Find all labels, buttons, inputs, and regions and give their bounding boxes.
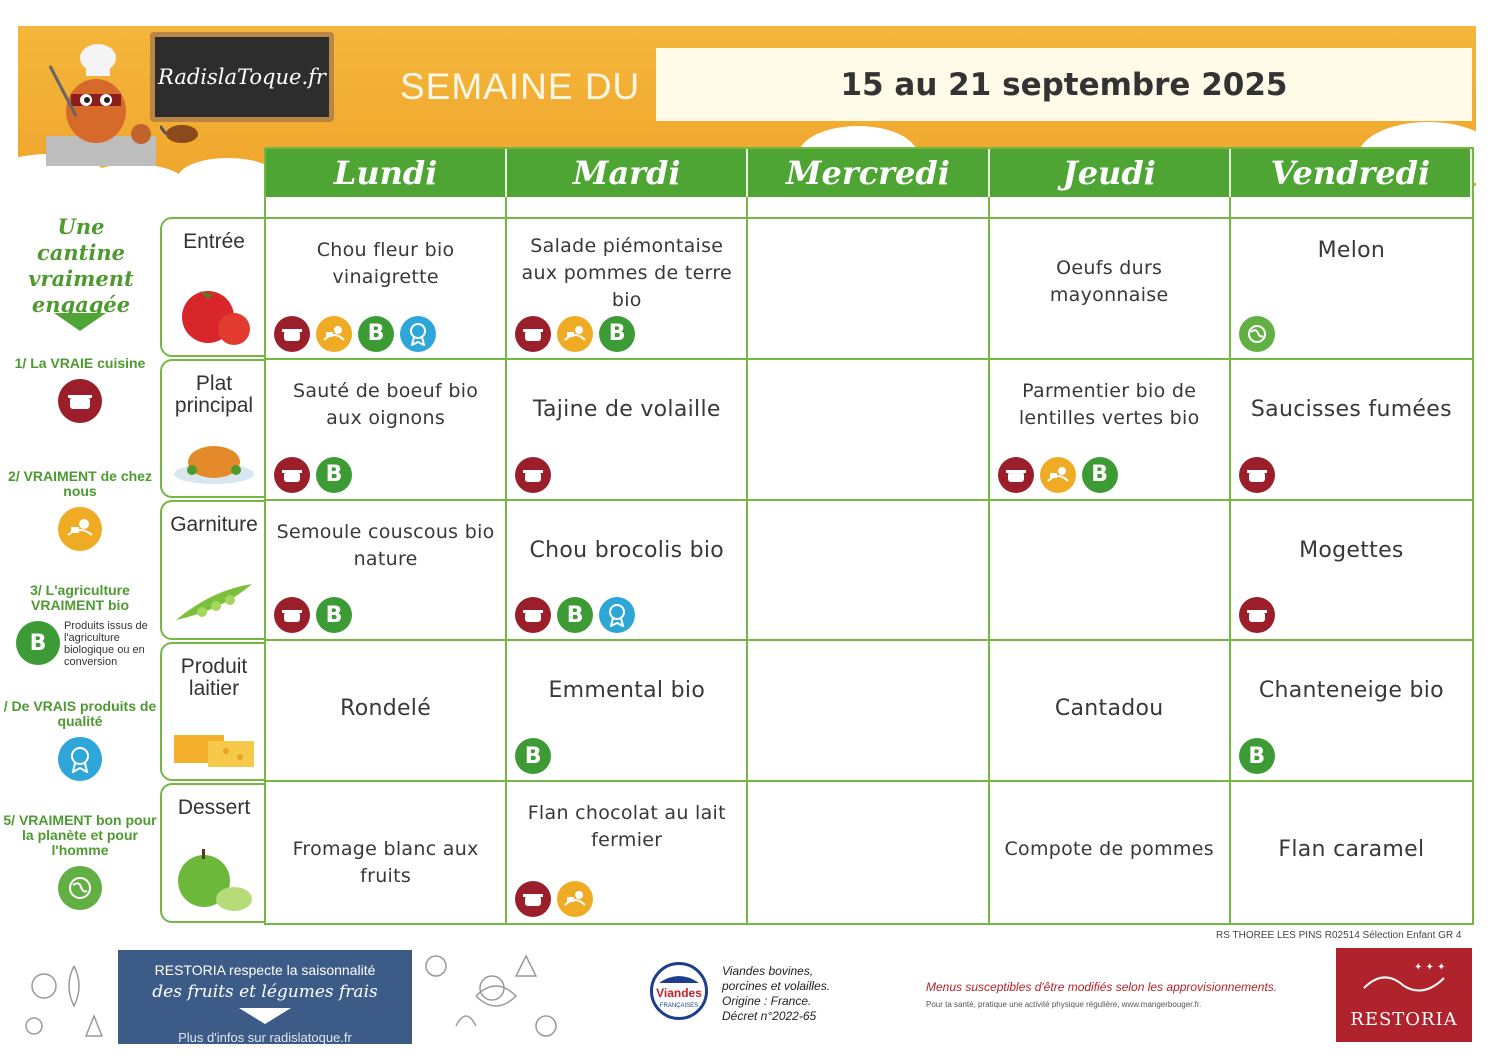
farm-icon — [1040, 457, 1076, 493]
dish-name: Oeufs durs mayonnaise — [1049, 257, 1169, 306]
label-icons — [515, 597, 635, 633]
site-logo-text: RadislaToque.fr — [158, 65, 326, 89]
engagement-label: 1/ La VRAIE cuisine — [14, 355, 146, 371]
bio-icon: B — [358, 316, 394, 352]
menu-cell — [990, 219, 1231, 360]
header-spacer — [748, 197, 989, 219]
menu-cell — [748, 641, 989, 782]
day-header-jeudi: Jeudi — [990, 149, 1231, 197]
dish-name: Emmental bio — [548, 678, 706, 704]
menu-cell — [990, 501, 1231, 642]
menu-cell — [266, 360, 507, 501]
menu-cell — [990, 641, 1231, 782]
label-icons — [1239, 316, 1275, 352]
week-dates-box — [656, 48, 1472, 121]
tomato-icon — [172, 277, 256, 347]
header-spacer — [507, 197, 748, 219]
quality-icon — [58, 737, 102, 781]
pot-icon — [58, 379, 102, 423]
menu-cell — [1231, 360, 1472, 501]
planet-icon — [58, 866, 102, 910]
menu-cell — [266, 501, 507, 642]
menu-cell — [990, 782, 1231, 923]
planet-icon — [1239, 316, 1275, 352]
engagement-column — [0, 200, 160, 920]
header-spacer — [990, 197, 1231, 219]
pot-icon — [515, 597, 551, 633]
menu-cell — [990, 360, 1231, 501]
day-header-mercredi: Mercredi — [748, 149, 989, 197]
manger-bouger-note: Pour ta santé, pratique une activité physique régulière, www.mangerbouger.fr. — [926, 1000, 1202, 1009]
svg-text:✦ ✦ ✦: ✦ ✦ ✦ — [1414, 962, 1446, 973]
menu-cell — [507, 360, 748, 501]
farm-icon — [316, 316, 352, 352]
restoria-logo — [1336, 948, 1472, 1042]
menu-cell — [266, 219, 507, 360]
course-label-text: Plat principal — [174, 371, 254, 417]
bio-note: Produits issus de l'agriculture biologique ou en conversion — [64, 620, 148, 668]
quality-icon — [400, 316, 436, 352]
label-icons — [1239, 597, 1275, 633]
viandes-origin-text — [722, 964, 830, 1024]
menu-cell — [1231, 641, 1472, 782]
chef-mascot-icon — [36, 36, 156, 176]
label-icons — [1239, 738, 1275, 774]
cheese-icon — [172, 701, 256, 771]
day-header-vendredi: Vendredi — [1231, 149, 1472, 197]
bio-icon: B — [316, 457, 352, 493]
menu-reference: RS THOREE LES PINS R02514 Sélection Enfant GR 4 — [1216, 930, 1462, 941]
dish-name: Chou fleur bio vinaigrette — [316, 239, 455, 288]
pot-icon — [998, 457, 1034, 493]
dish-name: Rondelé — [340, 696, 432, 722]
vf-logo-sub: FRANÇAISES — [659, 1003, 699, 1009]
bio-icon: B — [1239, 738, 1275, 774]
engagement-label: 3/ L'agriculture VRAIMENT bio — [30, 582, 130, 613]
vf-line: Origine : France. — [722, 994, 812, 1008]
pot-icon — [274, 457, 310, 493]
banner-line2: des fruits et légumes frais — [152, 982, 378, 1002]
menu-cell — [1231, 219, 1472, 360]
pot-icon — [1239, 457, 1275, 493]
menu-cell — [266, 782, 507, 923]
engagement-title: Une cantine vraiment engagée — [28, 214, 134, 317]
pot-icon — [274, 316, 310, 352]
dish-name: Tajine de volaille — [532, 396, 721, 422]
header-spacer — [1231, 197, 1472, 219]
course-label-text: Produit laitier — [180, 654, 248, 700]
restoria-logo-text: RESTORIA — [1350, 1009, 1458, 1030]
bio-icon: B — [557, 597, 593, 633]
bio-icon: B — [599, 316, 635, 352]
dish-name: Parmentier bio de lentilles vertes bio — [1018, 379, 1200, 429]
dish-name: Semoule couscous bio nature — [276, 520, 495, 570]
menu-cell — [507, 219, 748, 360]
dish-name: Flan caramel — [1278, 837, 1425, 863]
label-icons — [274, 597, 352, 633]
dish-name: Mogettes — [1299, 537, 1404, 563]
label-icons — [515, 457, 551, 493]
vf-logo-text: Viandes — [656, 986, 702, 1000]
dish-name: Chanteneige bio — [1258, 678, 1444, 704]
dish-name: Flan chocolat au lait fermier — [527, 802, 726, 852]
bio-letter: B — [29, 630, 47, 656]
menu-cell — [748, 501, 989, 642]
vf-line: Viandes bovines, — [722, 964, 814, 978]
course-label-plat — [160, 359, 266, 499]
apple-icon — [172, 843, 256, 913]
bio-icon — [16, 621, 60, 665]
down-arrow-icon — [54, 313, 106, 331]
course-labels — [160, 217, 266, 925]
engagement-item-cuisine — [0, 356, 160, 423]
quality-icon — [599, 597, 635, 633]
menu-cell — [507, 501, 748, 642]
down-arrow-icon — [239, 1008, 291, 1024]
week-label: SEMAINE DU — [400, 66, 641, 107]
day-header-lundi: Lundi — [266, 149, 507, 197]
vf-line: porcines et volailles. — [722, 979, 831, 993]
dish-name: Chou brocolis bio — [529, 537, 725, 563]
farm-icon — [557, 881, 593, 917]
pot-icon — [515, 881, 551, 917]
menu-cell — [507, 782, 748, 923]
dish-name: Cantadou — [1054, 696, 1164, 722]
pot-icon — [515, 316, 551, 352]
farm-icon — [557, 316, 593, 352]
menu-grid — [264, 147, 1474, 925]
day-header-mardi: Mardi — [507, 149, 748, 197]
pot-icon — [515, 457, 551, 493]
menu-cell — [1231, 501, 1472, 642]
course-label-text: Dessert — [177, 796, 251, 820]
engagement-label: 2/ VRAIMENT de chez nous — [8, 468, 152, 499]
engagement-item-quality — [0, 699, 160, 781]
dish-name: Fromage blanc aux fruits — [292, 838, 479, 888]
vegetable-doodles-icon — [416, 946, 562, 1046]
menus-note: Menus susceptibles d'être modifiés selon les approvisionnements. — [926, 980, 1278, 994]
peas-icon — [172, 560, 256, 630]
menu-cell — [507, 641, 748, 782]
bio-icon: B — [1082, 457, 1118, 493]
course-label-garniture — [160, 500, 266, 640]
dish-name: Melon — [1317, 238, 1386, 263]
label-icons — [515, 738, 551, 774]
label-icons — [515, 316, 635, 352]
pot-icon — [1239, 597, 1275, 633]
label-icons — [274, 316, 436, 352]
dish-name: Sauté de boeuf bio aux oignons — [292, 379, 479, 429]
dish-name: Saucisses fumées — [1250, 396, 1452, 422]
banner-link[interactable]: Plus d'infos sur radislatoque.fr — [178, 1030, 352, 1044]
menu-cell — [748, 219, 989, 360]
bio-icon: B — [316, 597, 352, 633]
engagement-item-planet — [0, 813, 160, 910]
week-dates: 15 au 21 septembre 2025 — [840, 66, 1288, 103]
pot-icon — [274, 597, 310, 633]
engagement-item-local — [0, 469, 160, 551]
menu-cell — [1231, 782, 1472, 923]
menu-cell — [748, 360, 989, 501]
course-label-laitier — [160, 642, 266, 782]
dish-name: Compote de pommes — [1004, 838, 1214, 861]
label-icons — [998, 457, 1118, 493]
engagement-label: / De VRAIS produits de qualité — [3, 698, 157, 729]
menu-cell — [266, 641, 507, 782]
dish-name: Salade piémontaise aux pommes de terre bio — [521, 235, 733, 311]
course-label-text: Garniture — [170, 513, 258, 537]
label-icons — [1239, 457, 1275, 493]
menu-cell — [748, 782, 989, 923]
vf-line: Décret n°2022-65 — [722, 1009, 817, 1023]
banner-line1: RESTORIA respecte la saisonnalité — [154, 962, 376, 978]
course-label-entree — [160, 217, 266, 357]
viandes-francaises-logo — [650, 962, 708, 1020]
farm-icon — [58, 507, 102, 551]
restoria-emblem-icon — [1354, 958, 1454, 998]
label-icons — [515, 881, 593, 917]
course-label-text: Entrée — [183, 230, 245, 253]
header-spacer — [266, 197, 507, 219]
cooking-pan-icon — [160, 112, 204, 148]
vegetable-doodles-icon — [14, 946, 114, 1046]
bio-icon: B — [515, 738, 551, 774]
cloud-decor — [178, 158, 278, 198]
course-label-dessert — [160, 783, 266, 923]
roast-chicken-icon — [172, 418, 256, 488]
label-icons — [274, 457, 352, 493]
seasonality-banner — [118, 950, 412, 1044]
engagement-label: 5/ VRAIMENT bon pour la planète et pour l'homme — [3, 812, 157, 858]
site-logo-slate — [150, 32, 334, 122]
